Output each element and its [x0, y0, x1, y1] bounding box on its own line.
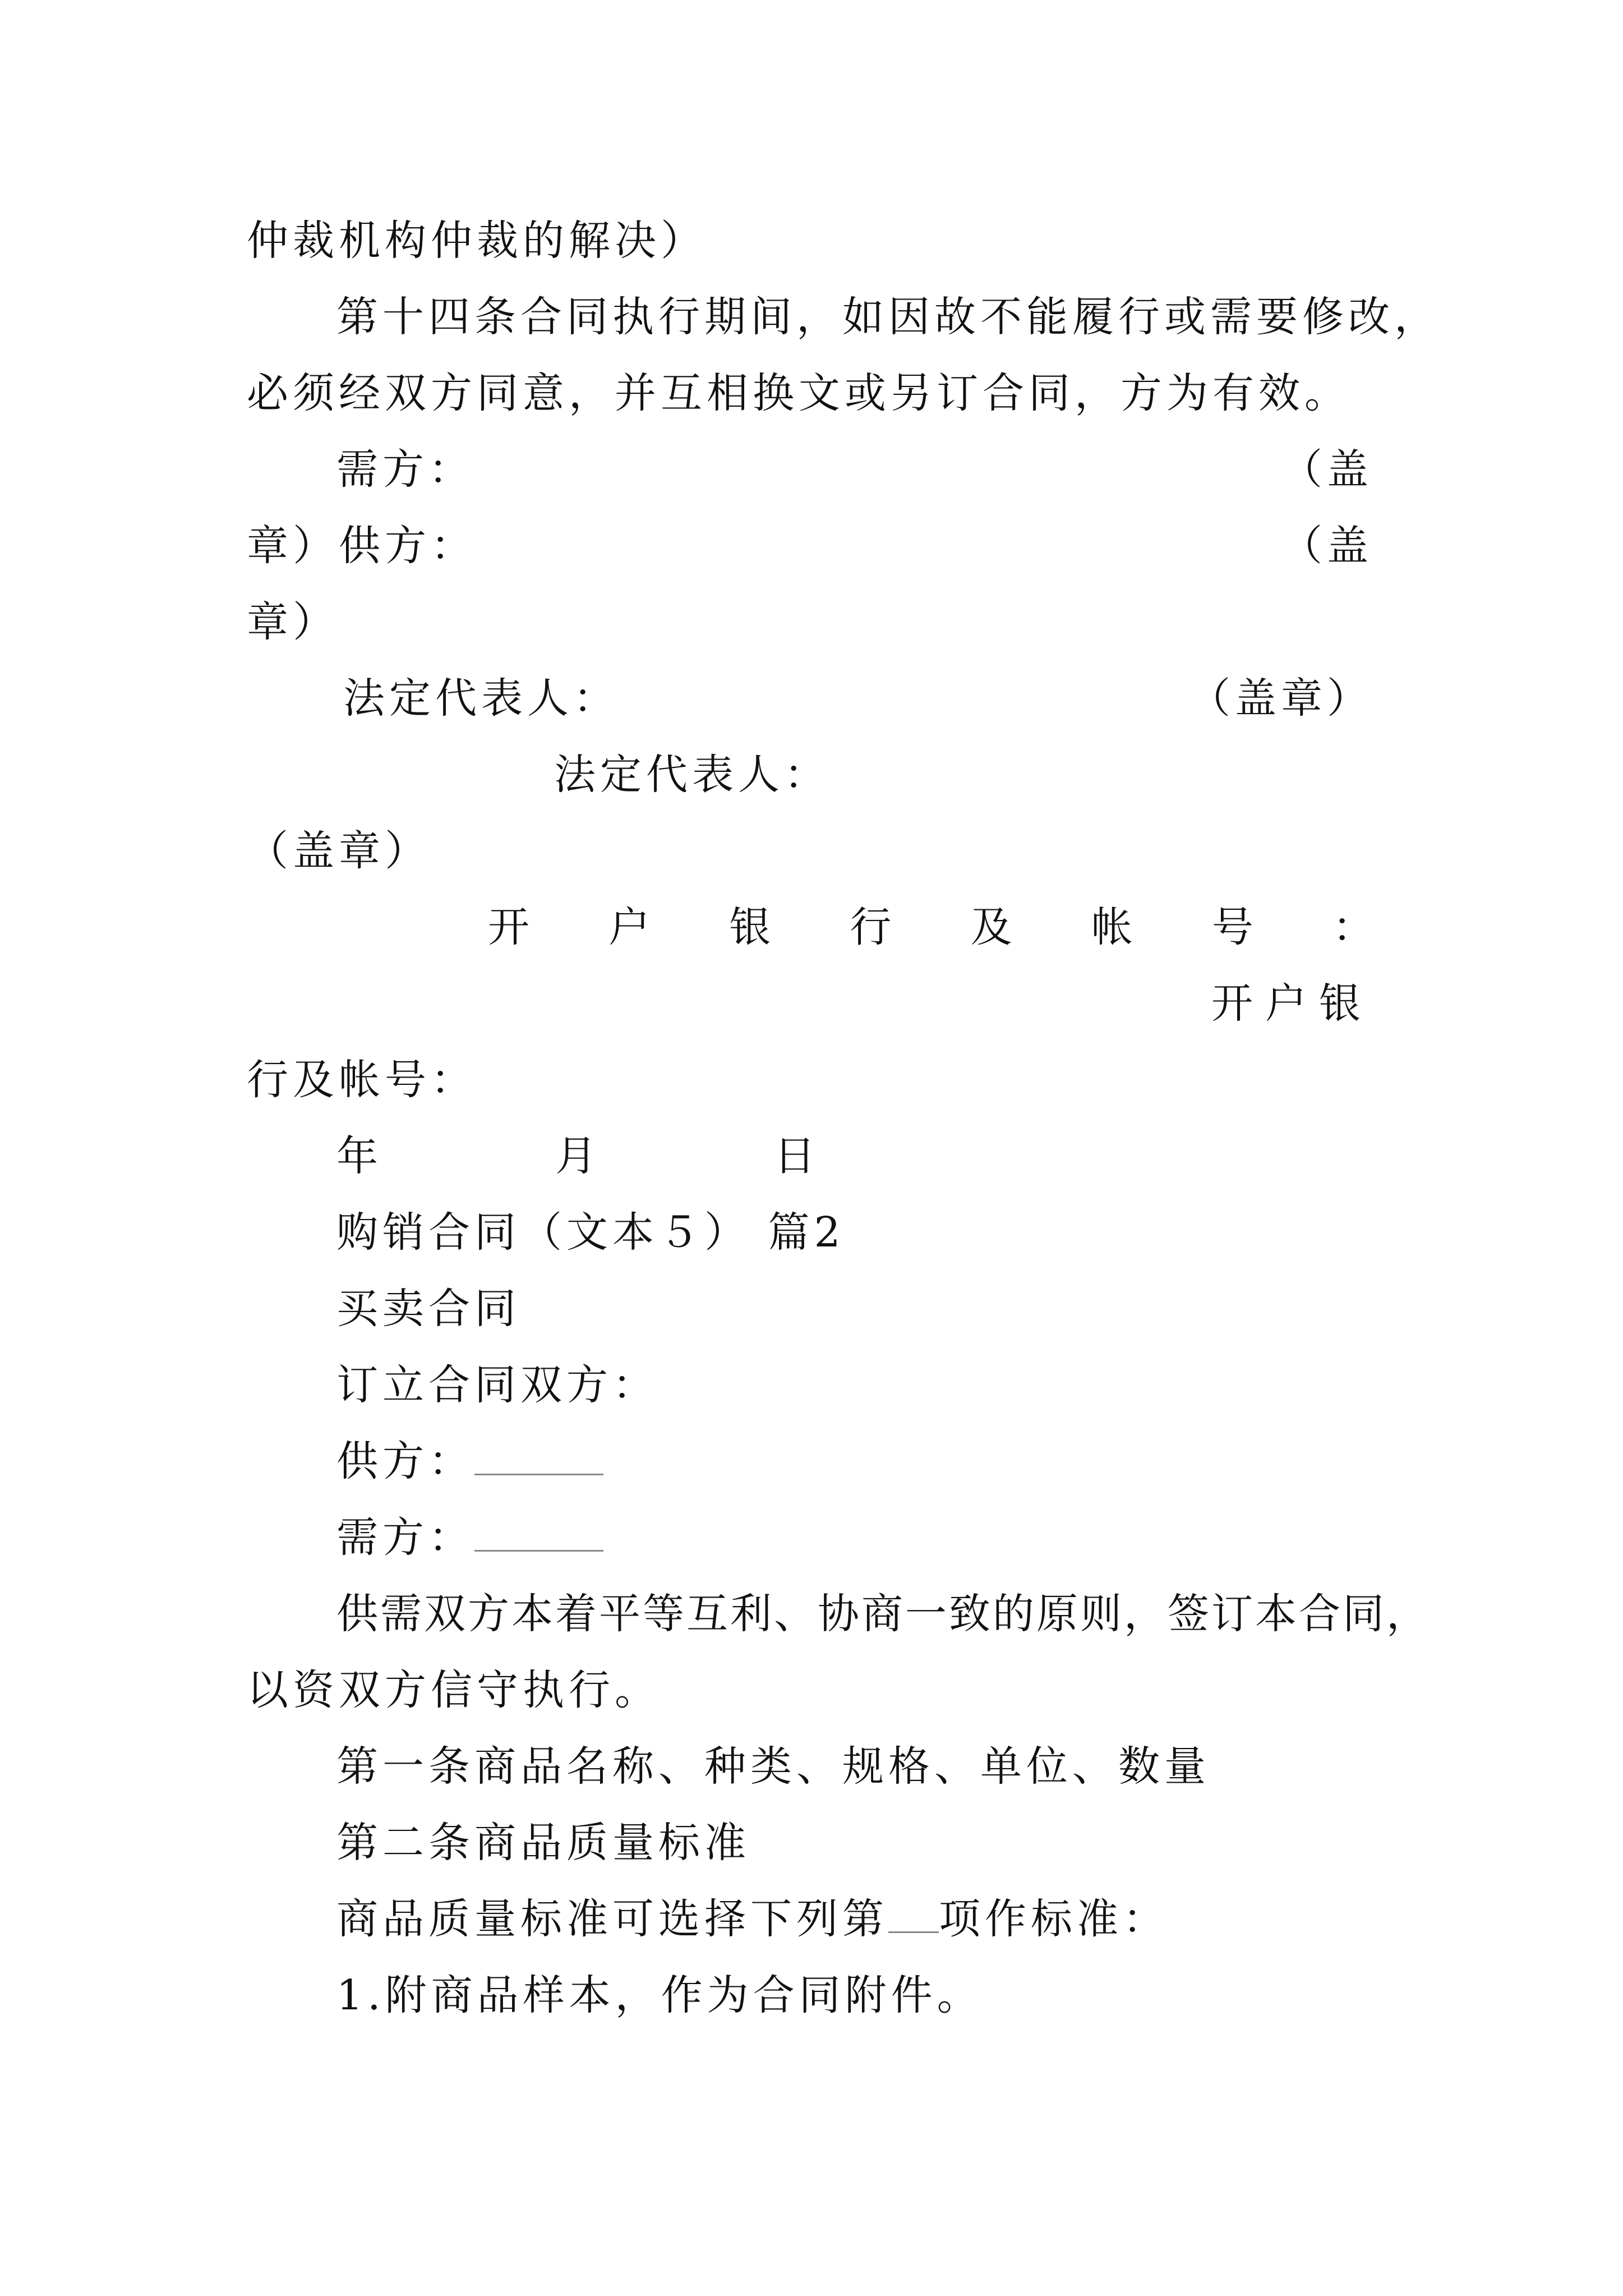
quality-standard-suffix: 项作标准： — [939, 1895, 1169, 1943]
char: 号 — [1211, 903, 1253, 951]
seller-field — [336, 1430, 603, 1492]
bank-account-label-spread — [488, 896, 1374, 958]
preamble-line-1: 供需双方本着平等互利、协商一致的原则，签订本合同， — [336, 1590, 1430, 1638]
quality-option-1: 1.附商品样本，作为合同附件。 — [336, 1971, 983, 2019]
date-row — [336, 1125, 815, 1187]
item-number-blank — [888, 1903, 939, 1933]
seal-note: （盖 — [1281, 445, 1373, 494]
seller-label: 章）供方： — [247, 522, 477, 570]
bank-account-label: 开户银 — [1211, 979, 1373, 1028]
seller-blank — [474, 1446, 603, 1475]
article-14-line-2: 必须经双方同意，并互相换文或另订合同，方为有效。 — [247, 369, 1350, 417]
char: ： — [1332, 903, 1374, 951]
buyer-label: 需方： — [336, 1513, 474, 1562]
preamble-line-2: 以资双方信守执行。 — [247, 1666, 661, 1714]
seal-note: （盖 — [1281, 522, 1373, 570]
seal-note: （盖章） — [1189, 674, 1373, 723]
quality-standard-line — [336, 1888, 1169, 1950]
date-day: 日 — [774, 1132, 815, 1180]
seller-label: 供方： — [336, 1437, 474, 1485]
date-month: 月 — [555, 1132, 597, 1180]
char: 帐 — [1091, 903, 1133, 951]
contract-title: 买卖合同 — [336, 1285, 520, 1333]
bank-account-label: 行及帐号： — [247, 1056, 477, 1104]
buyer-label: 需方： — [336, 445, 474, 494]
seal-note: （盖章） — [247, 827, 431, 875]
legal-representative-label: 法定代表人： — [343, 674, 619, 723]
char: 及 — [970, 903, 1012, 951]
text-line: 仲裁机构仲裁的解决） — [247, 217, 707, 265]
seal-note: 章） — [247, 598, 339, 646]
buyer-field — [336, 1507, 603, 1568]
article-1: 第一条商品名称、种类、规格、单位、数量 — [336, 1742, 1210, 1791]
char: 开 — [488, 903, 529, 951]
section-title: 购销合同（文本５） 篇2 — [336, 1208, 845, 1257]
legal-representative-label: 法定代表人： — [554, 751, 830, 799]
char: 银 — [729, 903, 771, 951]
article-14-line-1: 第十四条合同执行期间，如因故不能履行或需要修改， — [336, 293, 1440, 341]
article-2: 第二条商品质量标准 — [336, 1819, 750, 1867]
date-year: 年 — [336, 1132, 378, 1180]
quality-standard-prefix: 商品质量标准可选择下列第 — [336, 1895, 888, 1943]
char: 户 — [608, 903, 651, 951]
char: 行 — [850, 903, 892, 951]
buyer-blank — [474, 1522, 603, 1552]
parties-heading: 订立合同双方： — [336, 1361, 658, 1409]
